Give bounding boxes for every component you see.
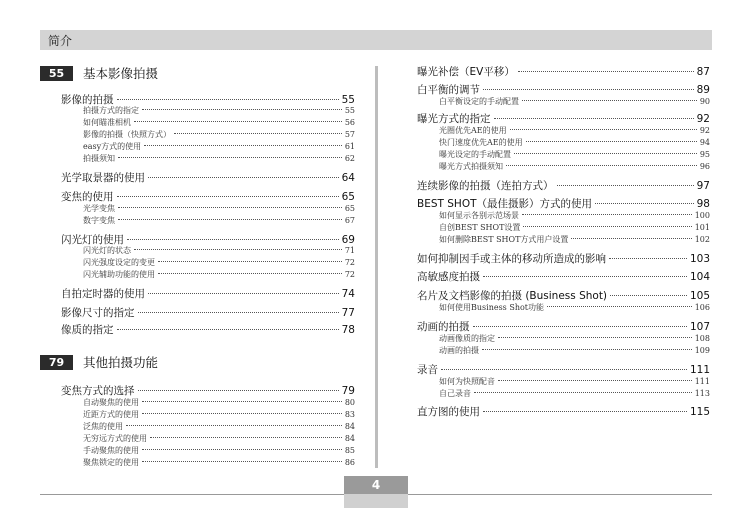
entry-page-number: 96 <box>699 162 710 171</box>
entry-title: 名片及文档影像的拍摄 (Business Shot) <box>417 290 608 302</box>
toc-subentry[interactable] <box>439 125 710 136</box>
entry-page-number: 108 <box>694 334 710 343</box>
dot-leader <box>126 425 342 426</box>
entry-page-number: 62 <box>344 154 355 163</box>
entry-page-number: 56 <box>344 118 355 127</box>
entry-title: 闪光辅助功能的使用 <box>83 270 155 279</box>
dot-leader <box>174 133 342 134</box>
entry-title: 泛焦的使用 <box>83 422 123 431</box>
dot-leader <box>510 129 697 130</box>
entry-title: 像质的指定 <box>61 324 114 336</box>
entry-page-number: 104 <box>689 271 710 283</box>
dot-leader <box>571 238 691 239</box>
entry-page-number: 92 <box>696 113 710 125</box>
dot-leader <box>127 239 339 240</box>
entry-title: 光学变焦 <box>83 204 115 213</box>
entry-page-number: 61 <box>344 142 355 151</box>
entry-page-number: 79 <box>341 385 355 397</box>
entry-page-number: 85 <box>344 446 355 455</box>
toc-subentry[interactable] <box>83 433 355 444</box>
toc-entry[interactable] <box>417 288 710 303</box>
toc-subentry[interactable] <box>83 203 355 214</box>
dot-leader <box>483 411 687 412</box>
entry-title: 动画的拍摄 <box>439 346 479 355</box>
entry-page-number: 80 <box>344 398 355 407</box>
section-title: 其他拍摄功能 <box>83 355 159 370</box>
entry-title: 连续影像的拍摄（连拍方式） <box>417 180 554 192</box>
entry-title: 数字变焦 <box>83 216 115 225</box>
entry-page-number: 71 <box>344 246 355 255</box>
entry-page-number: 72 <box>344 258 355 267</box>
toc-subentry[interactable] <box>439 345 710 356</box>
entry-title: 自拍定时器的使用 <box>61 288 145 300</box>
entry-title: 变焦方式的选择 <box>61 385 135 397</box>
toc-entry[interactable] <box>417 362 710 377</box>
dot-leader <box>522 100 697 101</box>
entry-page-number: 84 <box>344 422 355 431</box>
entry-page-number: 98 <box>696 198 710 210</box>
entry-page-number: 109 <box>694 346 710 355</box>
dot-leader <box>526 141 697 142</box>
dot-leader <box>148 177 339 178</box>
toc-subentry[interactable] <box>439 376 710 387</box>
dot-leader <box>514 153 697 154</box>
entry-page-number: 57 <box>344 130 355 139</box>
entry-title: 光圈优先AE的使用 <box>439 126 507 135</box>
dot-leader <box>595 203 694 204</box>
dot-leader <box>117 99 339 100</box>
entry-page-number: 107 <box>689 321 710 333</box>
toc-subentry[interactable] <box>83 445 355 456</box>
dot-leader <box>118 219 342 220</box>
entry-page-number: 115 <box>689 406 710 418</box>
entry-page-number: 87 <box>696 66 710 78</box>
entry-title: easy方式的使用 <box>83 142 142 151</box>
entry-title: 动画的拍摄 <box>417 321 470 333</box>
entry-title: 自己录音 <box>439 389 471 398</box>
dot-leader <box>144 145 342 146</box>
dot-leader <box>158 273 342 274</box>
toc-subentry[interactable] <box>83 245 355 256</box>
entry-title: 影像的拍摄（快照方式） <box>83 130 171 139</box>
dot-leader <box>117 329 339 330</box>
dot-leader <box>547 306 692 307</box>
entry-title: 近距方式的使用 <box>83 410 139 419</box>
toc-subentry[interactable] <box>83 269 355 280</box>
dot-leader <box>158 261 342 262</box>
dot-leader <box>506 165 697 166</box>
dot-leader <box>557 185 694 186</box>
section-number: 79 <box>40 355 73 370</box>
entry-page-number: 86 <box>344 458 355 467</box>
dot-leader <box>474 392 692 393</box>
dot-leader <box>134 249 342 250</box>
toc-entry[interactable] <box>61 322 355 337</box>
entry-title: 白平衡设定的手动配置 <box>439 97 519 106</box>
section-heading <box>40 353 158 371</box>
section-number: 55 <box>40 66 73 81</box>
toc-subentry[interactable] <box>439 96 710 107</box>
toc-subentry[interactable] <box>83 129 355 140</box>
dot-leader <box>134 121 342 122</box>
dot-leader <box>483 89 694 90</box>
toc-entry[interactable] <box>417 404 710 419</box>
entry-title: 如何使用Business Shot功能 <box>439 303 544 312</box>
entry-page-number: 94 <box>699 138 710 147</box>
entry-title: 快门速度优先AE的使用 <box>439 138 523 147</box>
dot-leader <box>483 276 687 277</box>
entry-page-number: 67 <box>344 216 355 225</box>
toc-entry[interactable] <box>61 286 355 301</box>
toc-subentry[interactable] <box>83 215 355 226</box>
entry-title: 闪光灯的使用 <box>61 234 124 246</box>
header-title: 简介 <box>48 34 73 48</box>
toc-subentry[interactable] <box>439 333 710 344</box>
toc-entry[interactable] <box>417 319 710 334</box>
entry-title: 闪光强度设定的变更 <box>83 258 155 267</box>
toc-entry[interactable] <box>417 82 710 97</box>
entry-title: 白平衡的调节 <box>417 84 480 96</box>
dot-leader <box>498 337 692 338</box>
entry-page-number: 65 <box>341 191 355 203</box>
entry-page-number: 103 <box>689 253 710 265</box>
entry-title: 高敏感度拍摄 <box>417 271 480 283</box>
entry-page-number: 89 <box>696 84 710 96</box>
toc-subentry[interactable] <box>83 117 355 128</box>
toc-entry[interactable] <box>417 178 710 193</box>
entry-page-number: 84 <box>344 434 355 443</box>
dot-leader <box>142 461 342 462</box>
footer-rule-right <box>408 494 712 495</box>
entry-title: 如何瞄准相机 <box>83 118 131 127</box>
entry-title: 光学取景器的使用 <box>61 172 145 184</box>
dot-leader <box>118 207 342 208</box>
entry-page-number: 113 <box>694 389 710 398</box>
entry-title: 影像尺寸的指定 <box>61 307 135 319</box>
dot-leader <box>117 196 339 197</box>
entry-title: 拍摄须知 <box>83 154 115 163</box>
entry-page-number: 105 <box>689 290 710 302</box>
entry-page-number: 83 <box>344 410 355 419</box>
toc-subentry[interactable] <box>439 302 710 313</box>
toc-subentry[interactable] <box>439 388 710 399</box>
entry-page-number: 97 <box>696 180 710 192</box>
entry-page-number: 78 <box>341 324 355 336</box>
entry-title: 如何为快照配音 <box>439 377 495 386</box>
dot-leader <box>142 449 342 450</box>
dot-leader <box>518 71 694 72</box>
dot-leader <box>482 349 692 350</box>
footer-rule-left <box>40 494 344 495</box>
entry-title: 曝光方式的指定 <box>417 113 491 125</box>
toc-subentry[interactable] <box>83 421 355 432</box>
entry-title: 自动聚焦的使用 <box>83 398 139 407</box>
dot-leader <box>494 118 694 119</box>
column-divider <box>375 66 378 468</box>
page-number: 4 <box>344 476 408 494</box>
dot-leader <box>138 312 339 313</box>
dot-leader <box>142 401 342 402</box>
entry-title: 动画像质的指定 <box>439 334 495 343</box>
toc-subentry[interactable] <box>439 222 710 233</box>
toc-subentry[interactable] <box>439 137 710 148</box>
toc-subentry[interactable] <box>83 397 355 408</box>
entry-page-number: 101 <box>694 223 710 232</box>
toc-subentry[interactable] <box>439 234 710 245</box>
toc-entry[interactable] <box>61 189 355 204</box>
entry-page-number: 69 <box>341 234 355 246</box>
entry-page-number: 111 <box>694 377 710 386</box>
entry-title: 拍摄方式的指定 <box>83 106 139 115</box>
dot-leader <box>473 326 687 327</box>
entry-page-number: 55 <box>341 94 355 106</box>
entry-page-number: 90 <box>699 97 710 106</box>
entry-page-number: 55 <box>344 106 355 115</box>
toc-subentry[interactable] <box>83 457 355 468</box>
entry-title: 曝光补偿（EV平移） <box>417 66 515 78</box>
entry-title: 闪光灯的状态 <box>83 246 131 255</box>
entry-title: 无穷远方式的使用 <box>83 434 147 443</box>
entry-title: 如何抑制因手或主体的移动所造成的影响 <box>417 253 606 265</box>
entry-page-number: 100 <box>694 211 710 220</box>
dot-leader <box>609 258 687 259</box>
dot-leader <box>610 295 687 296</box>
entry-title: 手动聚焦的使用 <box>83 446 139 455</box>
toc-entry[interactable] <box>417 269 710 284</box>
toc-subentry[interactable] <box>439 161 710 172</box>
toc-entry[interactable] <box>417 196 710 211</box>
header-bar <box>40 30 712 50</box>
toc-subentry[interactable] <box>439 149 710 160</box>
toc-subentry[interactable] <box>83 257 355 268</box>
entry-title: 影像的拍摄 <box>61 94 114 106</box>
entry-page-number: 106 <box>694 303 710 312</box>
toc-subentry[interactable] <box>83 153 355 164</box>
dot-leader <box>118 157 342 158</box>
toc-entry[interactable] <box>417 251 710 266</box>
dot-leader <box>522 214 692 215</box>
toc-entry[interactable] <box>61 383 355 398</box>
page-number-box <box>344 476 408 508</box>
entry-page-number: 74 <box>341 288 355 300</box>
dot-leader <box>142 109 342 110</box>
section-title: 基本影像拍摄 <box>83 66 159 81</box>
toc-subentry[interactable] <box>83 141 355 152</box>
entry-title: 曝光方式拍摄须知 <box>439 162 503 171</box>
toc-entry[interactable] <box>61 170 355 185</box>
entry-title: 曝光设定的手动配置 <box>439 150 511 159</box>
entry-page-number: 92 <box>699 126 710 135</box>
entry-title: 变焦的使用 <box>61 191 114 203</box>
entry-title: 聚焦锁定的使用 <box>83 458 139 467</box>
dot-leader <box>150 437 342 438</box>
dot-leader <box>142 413 342 414</box>
dot-leader <box>498 380 692 381</box>
toc-subentry[interactable] <box>83 409 355 420</box>
toc-entry[interactable] <box>417 64 710 79</box>
dot-leader <box>148 293 339 294</box>
entry-title: 如何显示各别示范场景 <box>439 211 519 220</box>
section-heading <box>40 64 158 82</box>
toc-entry[interactable] <box>417 111 710 126</box>
dot-leader <box>523 226 691 227</box>
entry-page-number: 65 <box>344 204 355 213</box>
entry-title: 直方图的使用 <box>417 406 480 418</box>
entry-page-number: 77 <box>341 307 355 319</box>
entry-title: 如何删除BEST SHOT方式用户设置 <box>439 235 569 244</box>
toc-entry[interactable] <box>61 305 355 320</box>
toc-subentry[interactable] <box>83 105 355 116</box>
entry-page-number: 102 <box>694 235 710 244</box>
entry-page-number: 111 <box>689 364 710 376</box>
entry-title: 录音 <box>417 364 438 376</box>
entry-page-number: 72 <box>344 270 355 279</box>
dot-leader <box>441 369 687 370</box>
entry-title: 自创BEST SHOT设置 <box>439 223 521 232</box>
entry-page-number: 95 <box>699 150 710 159</box>
entry-title: BEST SHOT（最佳摄影）方式的使用 <box>417 198 592 210</box>
toc-subentry[interactable] <box>439 210 710 221</box>
entry-page-number: 64 <box>341 172 355 184</box>
dot-leader <box>138 390 339 391</box>
